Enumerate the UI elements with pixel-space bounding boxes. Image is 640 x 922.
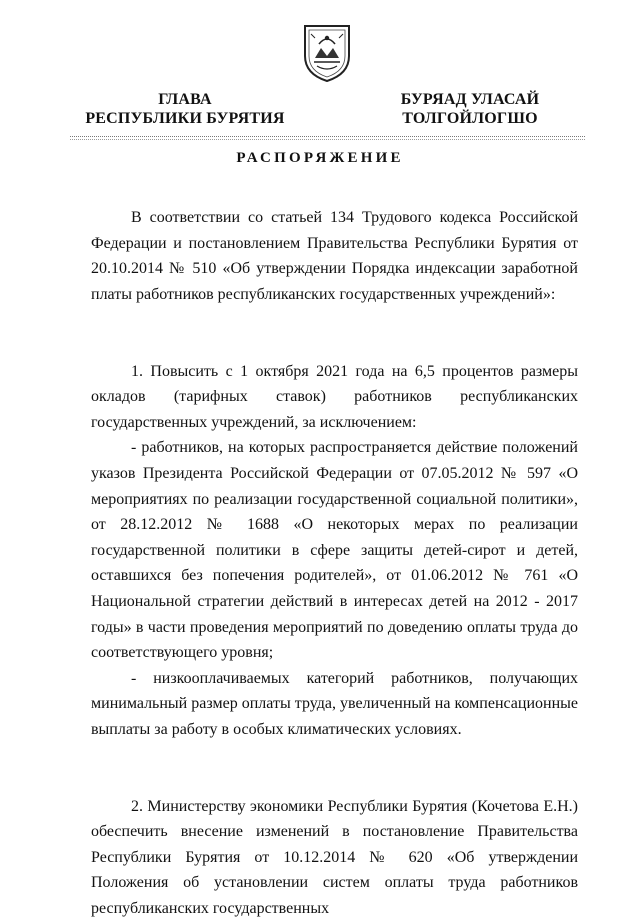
exception-item-2: - низкооплачиваемых категорий работников, получающих минимальный размер оплаты труда, увеличенный на компенсационные выплаты за работу в особых климатических условиях. [91,669,578,738]
issuer-line-1-buryat: БУРЯАД УЛАСАЙ [400,91,540,108]
issuer-line-2: РЕСПУБЛИКИ БУРЯТИЯ [85,110,285,127]
preamble-paragraph: В соответствии со статьей 134 Трудового кодекса Российской Федерации и постановлением Правительства Республики Бурятия от 20.10.2014 № 510 «Об утверждении Порядка индексации заработной платы работников республиканских государственных учреждений»: [91,209,578,303]
header-divider [70,136,585,137]
document-body [91,205,578,922]
issuer-header-buryat [380,90,560,128]
document-title: РАСПОРЯЖЕНИЕ [236,150,404,166]
clause-2-paragraph: 2. Министерству экономики Республики Бурятия (Кочетова Е.Н.) обеспечить внесение изменений в постановление Правительства Республики Бурятия от 10.12.2014 № 620 «Об утверждении Положения об установлении систем оплаты труда работников республиканских государственных [91,797,578,918]
header-divider-secondary [70,139,585,140]
exception-item-1: - работников, на которых распространяется действие положений указов Президента Российской Федерации от 07.05.2012 № 597 «О мероприятиях по реализации государственной социальной политики», от 28.12.2012 № 1688 «О некоторых мерах по реализации государственной политики в сфере защиты детей-сирот и детей, оставшихся без попечения родителей», от 01.06.2012 № 761 «О Национальной стратегии действий в интересах детей на 2012 - 2017 годы» в части проведения мероприятий по доведению оплаты труда до соответствующего уровня; [91,439,578,662]
coat-of-arms-emblem [301,22,353,84]
issuer-line-1: ГЛАВА [158,91,212,108]
issuer-line-2-buryat: ТОЛГОЙЛОГШО [402,110,538,127]
issuer-header-russian [85,90,285,128]
clause-1-paragraph: 1. Повысить с 1 октября 2021 года на 6,5 процентов размеры окладов (тарифных ставок) работников республиканских государственных учреждений, за исключением: [91,362,578,431]
